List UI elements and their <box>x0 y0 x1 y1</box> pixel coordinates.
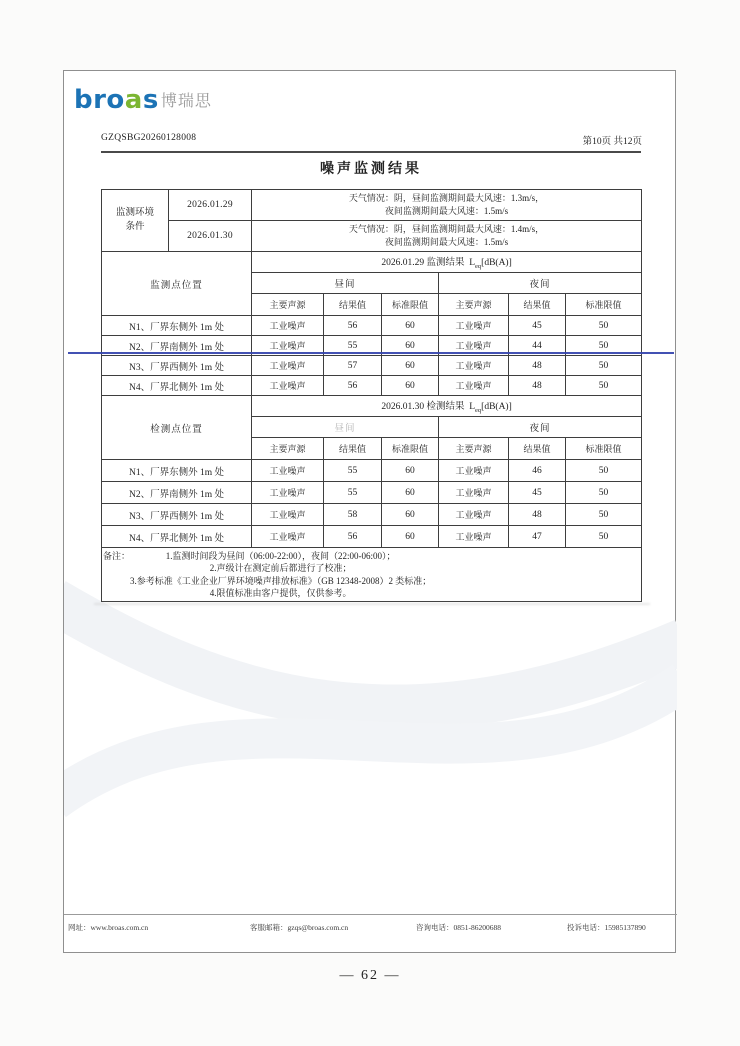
day-value-cell: 56 <box>324 316 382 336</box>
day-value-cell: 55 <box>324 336 382 356</box>
env-weather-2 <box>252 221 642 252</box>
notes-list <box>130 550 431 600</box>
header-divider <box>101 151 641 153</box>
table2-subheader-day-value: 结果值 <box>324 438 382 460</box>
day-source-cell: 工业噪声 <box>252 460 324 482</box>
table1-title-prefix: 2026.01.29 监测结果 <box>381 258 465 269</box>
day-value-cell: 58 <box>324 504 382 526</box>
day-limit-cell: 60 <box>382 376 439 396</box>
note-item-1: 1.监测时间段为昼间（06:00-22:00），夜间（22:00-06:00）； <box>165 550 396 561</box>
table1-location-header: 监测点位置 <box>102 252 252 316</box>
location-cell: N3、厂界西侧外 1m 处 <box>102 356 252 376</box>
table2-title-row <box>102 396 642 417</box>
table1-title-row <box>102 252 642 273</box>
table2-subheader-night-limit: 标准限值 <box>566 438 642 460</box>
env-weather-1-line2: 夜间监测期间最大风速：1.5m/s <box>384 206 509 216</box>
night-source-cell: 工业噪声 <box>439 316 509 336</box>
night-limit-cell: 50 <box>566 526 642 548</box>
night-limit-cell: 50 <box>566 460 642 482</box>
day-limit-cell: 60 <box>382 336 439 356</box>
day-limit-cell: 60 <box>382 504 439 526</box>
night-value-cell: 47 <box>509 526 566 548</box>
night-limit-cell: 50 <box>566 376 642 396</box>
table2-night-label: 夜间 <box>439 417 642 438</box>
footer-contacts <box>64 922 677 936</box>
table1-night-label: 夜间 <box>439 273 642 294</box>
noise-results-table <box>101 189 642 602</box>
location-cell: N4、厂界北侧外 1m 处 <box>102 376 252 396</box>
scan-artifact-line <box>68 352 674 354</box>
night-value-cell: 45 <box>509 482 566 504</box>
table2-subheader-night-value: 结果值 <box>509 438 566 460</box>
env-date-2: 2026.01.30 <box>169 221 252 252</box>
day-value-cell: 55 <box>324 482 382 504</box>
night-value-cell: 48 <box>509 356 566 376</box>
logo-wordmark-part2: a <box>124 85 143 115</box>
logo-wordmark-part3: s <box>142 85 159 115</box>
footer-phone: 咨询电话：0851-86200688 <box>416 923 501 932</box>
logo-wordmark <box>74 85 159 115</box>
day-source-cell: 工业噪声 <box>252 482 324 504</box>
env-row-1 <box>102 190 642 221</box>
day-source-cell: 工业噪声 <box>252 376 324 396</box>
table2-row-n2 <box>102 482 642 504</box>
location-cell: N2、厂界南侧外 1m 处 <box>102 336 252 356</box>
table2-subheader-day-limit: 标准限值 <box>382 438 439 460</box>
night-source-cell: 工业噪声 <box>439 460 509 482</box>
night-value-cell: 44 <box>509 336 566 356</box>
table2-title <box>252 396 642 417</box>
location-cell: N1、厂界东侧外 1m 处 <box>102 460 252 482</box>
night-limit-cell: 50 <box>566 482 642 504</box>
broas-logo <box>74 87 212 113</box>
note-item-4: 4.限值标准由客户提供，仅供参考。 <box>209 587 352 598</box>
pdf-page-number: — 62 — <box>339 968 401 983</box>
env-weather-1 <box>252 190 642 221</box>
day-value-cell: 55 <box>324 460 382 482</box>
leq-unit: [dB(A)] <box>481 402 512 413</box>
location-cell: N1、厂界东侧外 1m 处 <box>102 316 252 336</box>
night-source-cell: 工业噪声 <box>439 482 509 504</box>
scanned-report-page <box>63 70 676 953</box>
notes-row <box>102 548 642 602</box>
env-weather-2-line2: 夜间监测期间最大风速：1.5m/s <box>384 237 509 247</box>
night-source-cell: 工业噪声 <box>439 336 509 356</box>
document-number: GZQSBG20260128008 <box>101 133 197 143</box>
table1-title <box>252 252 642 273</box>
table1-row-n3 <box>102 356 642 376</box>
table2-row-n4 <box>102 526 642 548</box>
note-item-2: 2.声级计在测定前后都进行了校准； <box>209 563 352 574</box>
day-value-cell: 57 <box>324 356 382 376</box>
leq-unit: [dB(A)] <box>481 258 512 269</box>
location-cell: N3、厂界西侧外 1m 处 <box>102 504 252 526</box>
day-limit-cell: 60 <box>382 356 439 376</box>
table1-subheader-night-limit: 标准限值 <box>566 294 642 316</box>
table2-location-header: 检测点位置 <box>102 396 252 460</box>
table2-title-prefix: 2026.01.30 检测结果 <box>381 402 465 413</box>
leq-subscript: eq <box>475 406 482 414</box>
logo-chinese-name: 博瑞思 <box>160 91 212 110</box>
table1-subheader-night-value: 结果值 <box>509 294 566 316</box>
night-source-cell: 工业噪声 <box>439 526 509 548</box>
night-source-cell: 工业噪声 <box>439 504 509 526</box>
night-value-cell: 48 <box>509 376 566 396</box>
day-limit-cell: 60 <box>382 526 439 548</box>
report-title: 噪声监测结果 <box>320 162 422 177</box>
day-source-cell: 工业噪声 <box>252 526 324 548</box>
table2-day-label: 昼间 <box>252 417 439 438</box>
table1-subheader-day-source: 主要声源 <box>252 294 324 316</box>
day-value-cell: 56 <box>324 376 382 396</box>
night-value-cell: 48 <box>509 504 566 526</box>
env-row-2 <box>102 221 642 252</box>
watermark-waves <box>64 571 677 851</box>
night-value-cell: 46 <box>509 460 566 482</box>
leq-symbol: L <box>469 402 476 413</box>
table2-row-n1 <box>102 460 642 482</box>
scan-shadow-smudge <box>94 603 650 605</box>
page-indicator: 第10页 共12页 <box>582 137 642 147</box>
day-source-cell: 工业噪声 <box>252 316 324 336</box>
night-limit-cell: 50 <box>566 316 642 336</box>
night-source-cell: 工业噪声 <box>439 356 509 376</box>
table1-day-label: 昼间 <box>252 273 439 294</box>
env-weather-2-line1: 天气情况：阴，昼间监测期间最大风速：1.4m/s， <box>348 223 545 234</box>
table1-subheader-day-value: 结果值 <box>324 294 382 316</box>
env-weather-1-line1: 天气情况：阴，昼间监测期间最大风速：1.3m/s， <box>348 192 545 203</box>
notes-cell <box>102 548 642 602</box>
leq-symbol: L <box>469 258 476 269</box>
night-value-cell: 45 <box>509 316 566 336</box>
day-source-cell: 工业噪声 <box>252 336 324 356</box>
night-limit-cell: 50 <box>566 504 642 526</box>
location-cell: N4、厂界北侧外 1m 处 <box>102 526 252 548</box>
location-cell: N2、厂界南侧外 1m 处 <box>102 482 252 504</box>
table1-subheader-night-source: 主要声源 <box>439 294 509 316</box>
day-source-cell: 工业噪声 <box>252 356 324 376</box>
env-label-line2: 条件 <box>125 221 145 232</box>
env-date-1: 2026.01.29 <box>169 190 252 221</box>
footer-website: 网址：www.broas.com.cn <box>68 923 149 932</box>
env-label-line1: 监测环境 <box>115 207 154 218</box>
night-limit-cell: 50 <box>566 356 642 376</box>
footer-email: 客服邮箱：gzqs@broas.com.cn <box>250 923 349 932</box>
footer-complaint-phone: 投诉电话：15985137890 <box>567 923 646 932</box>
table1-subheader-day-limit: 标准限值 <box>382 294 439 316</box>
env-conditions-label <box>102 190 169 252</box>
day-limit-cell: 60 <box>382 482 439 504</box>
footer-divider <box>64 914 677 915</box>
day-limit-cell: 60 <box>382 316 439 336</box>
day-source-cell: 工业噪声 <box>252 504 324 526</box>
table2-subheader-day-source: 主要声源 <box>252 438 324 460</box>
table2-row-n3 <box>102 504 642 526</box>
day-limit-cell: 60 <box>382 460 439 482</box>
note-item-3: 3.参考标准《工业企业厂界环境噪声排放标准》（GB 12348-2008）2 类标准； <box>130 575 432 586</box>
table1-row-n1 <box>102 316 642 336</box>
table2-subheader-night-source: 主要声源 <box>439 438 509 460</box>
leq-subscript: eq <box>475 262 482 270</box>
logo-wordmark-part1: bro <box>74 85 125 115</box>
day-value-cell: 56 <box>324 526 382 548</box>
night-source-cell: 工业噪声 <box>439 376 509 396</box>
table1-row-n4 <box>102 376 642 396</box>
notes-label: 备注： <box>103 550 131 561</box>
night-limit-cell: 50 <box>566 336 642 356</box>
